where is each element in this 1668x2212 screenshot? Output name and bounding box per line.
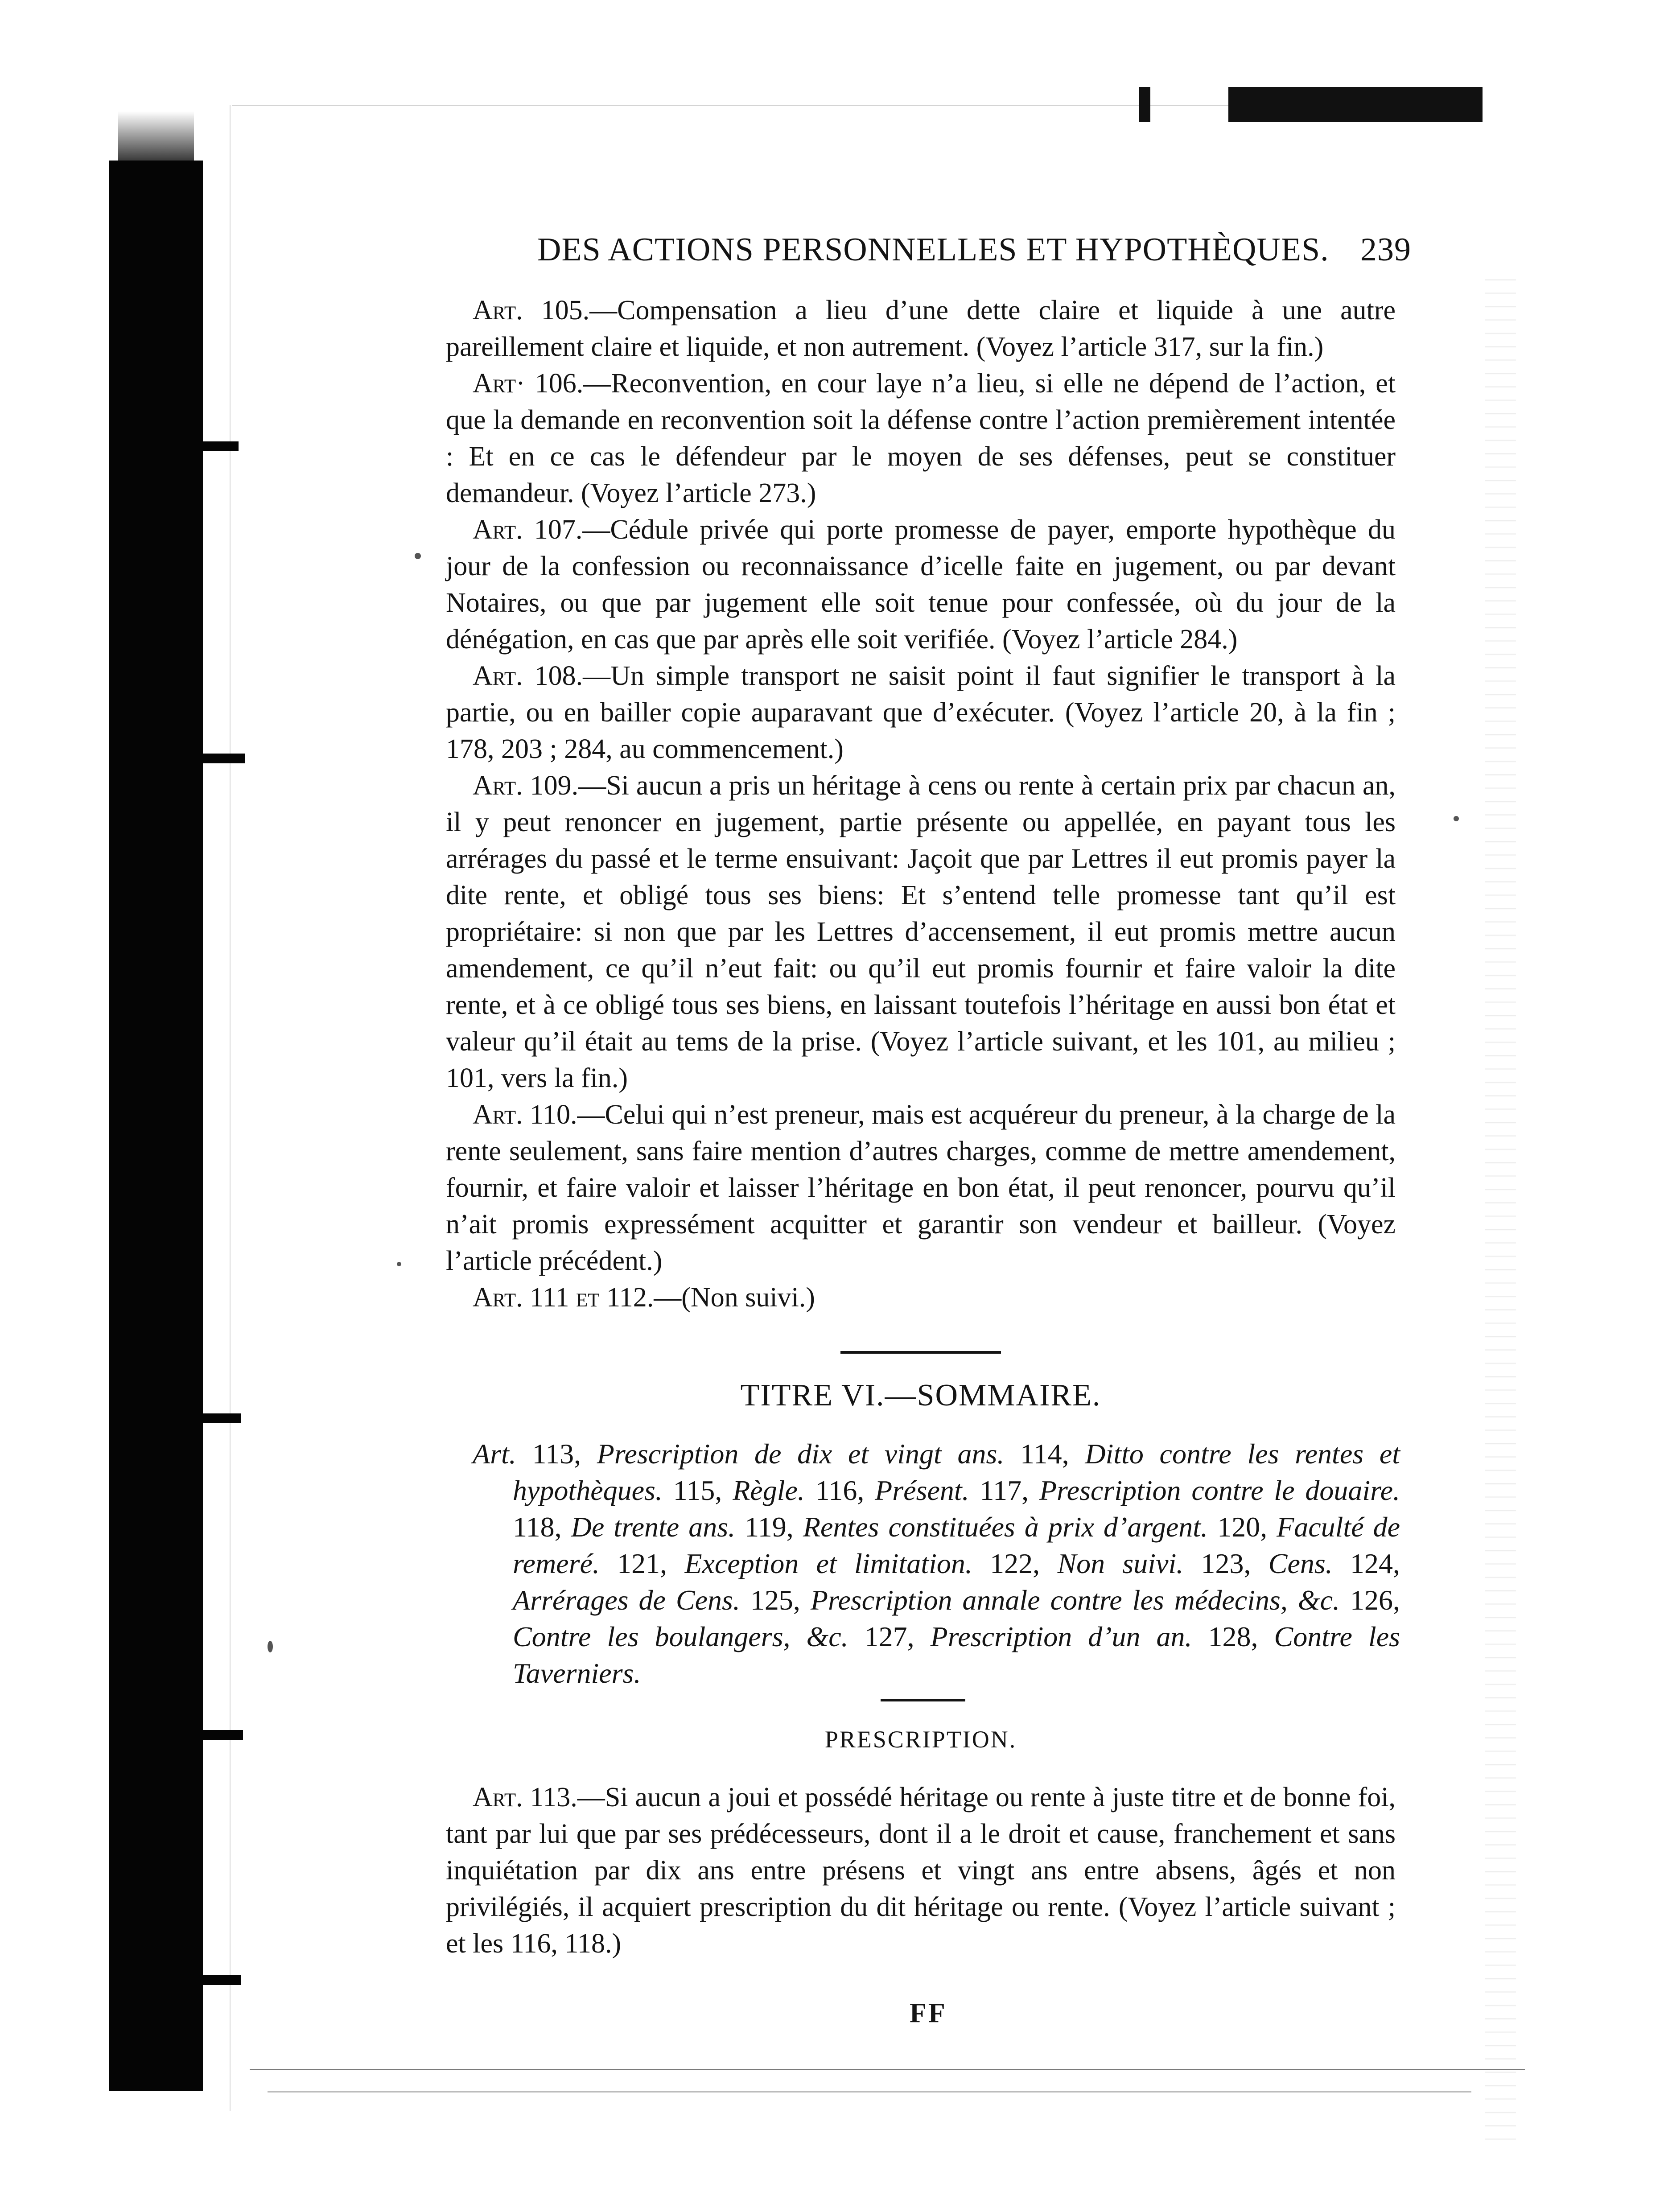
sommaire-roman-run: 120, <box>1208 1511 1277 1543</box>
article-label: Art. 111 et 112. <box>473 1282 654 1313</box>
sommaire-italic-run: Contre les Taverniers. <box>513 1621 1400 1689</box>
scan-speck <box>268 1641 273 1652</box>
sommaire-roman-run: 126, <box>1340 1584 1400 1616</box>
sommaire-roman-run: 118, <box>513 1511 571 1543</box>
sommaire-italic-run: De trente ans. <box>571 1511 736 1543</box>
sommaire-italic-run: Cens. <box>1268 1548 1333 1579</box>
articles-section <box>446 292 1396 1316</box>
scan-speck <box>415 553 421 559</box>
signature-mark: FF <box>910 1998 947 2028</box>
sommaire-roman-run: 114, <box>1004 1438 1085 1470</box>
sommaire-roman-run: 124, <box>1332 1548 1400 1579</box>
article-paragraph <box>446 292 1396 365</box>
binding-notch <box>203 754 245 763</box>
sommaire-roman-run: 127, <box>848 1621 931 1652</box>
article-text: —Celui qui n’est preneur, mais est acquéreur du preneur, à la charge de la rente seulement, sans faire mention d’autres charges, comme de mettre amendement, fournir, et faire valoir et laisser l’héritage en bon état, il peut renoncer, pourvu qu’il n’ait promis expressément acquitter et garantir son vendeur et bailleur. (Voyez l’article précédent.) <box>446 1100 1396 1276</box>
article-paragraph <box>446 511 1396 658</box>
article-text: —Si aucun a joui et possédé héritage ou rente à juste titre et de bonne foi, tant par lui que par ses prédécesseurs, dont il a le droit et cause, franchement et sans inquiétation par dix ans entre présens et vingt ans entre absens, âgés et non privilégiés, il acquiert prescription du dit héritage ou rente. (Voyez l’article suivant ; et les 116, 118.) <box>446 1782 1396 1959</box>
sommaire-italic-run: Faculté de remeré. <box>513 1511 1400 1579</box>
article-text: —Reconvention, en cour laye n’a lieu, si elle ne dépend de l’action, et que la demande en reconvention soit la défense contre l’action premièrement intentée : Et en ce cas le défendeur par le moyen de ses défenses, peut se constituer demandeur. (Voyez l’article 273.) <box>446 368 1396 508</box>
sommaire-italic-run: Art. <box>473 1438 516 1470</box>
sommaire-italic-run: Non suivi. <box>1057 1548 1184 1579</box>
sommaire-roman-run: 113, <box>516 1438 597 1470</box>
article-text: —Compensation a lieu d’une dette claire et liquide à une autre pareillement claire et liquide, et non autrement. (Voyez l’article 317, sur la fin.) <box>446 295 1396 362</box>
sommaire-italic-run: Prescription contre le douaire. <box>1039 1475 1400 1506</box>
sommaire-roman-run: 125, <box>740 1584 811 1616</box>
article-label: Art· 106. <box>473 368 584 399</box>
sommaire-roman-run: 117, <box>969 1475 1039 1506</box>
scan-noise-right <box>1485 268 1516 2140</box>
articles-after-section <box>446 1779 1396 1962</box>
article-label: Art. 107. <box>473 515 583 545</box>
article-paragraph <box>446 767 1396 1096</box>
article-label: Art. 105. <box>473 295 590 325</box>
scan-artifact-bar <box>1228 87 1483 122</box>
page-number: 239 <box>1360 231 1411 268</box>
sommaire-italic-run: Prescription d’un an. <box>930 1621 1192 1652</box>
sommaire-italic-run: Arrérages de Cens. <box>513 1584 740 1616</box>
sommaire-paragraph <box>473 1436 1400 1692</box>
binding-notch <box>203 1975 241 1985</box>
sommaire-italic-run: Règle. <box>733 1475 805 1506</box>
sommaire-roman-run: 122, <box>972 1548 1058 1579</box>
prescription-heading: PRESCRIPTION. <box>824 1726 1017 1753</box>
binding-notch <box>203 441 239 451</box>
sommaire-italic-run: Exception et limitation. <box>684 1548 972 1579</box>
sommaire-italic-run: Présent. <box>875 1475 969 1506</box>
sommaire-italic-run: Rentes constituées à prix d’argent. <box>803 1511 1208 1543</box>
binding-shadow <box>109 161 203 2091</box>
sommaire-roman-run: 128, <box>1192 1621 1274 1652</box>
scan-speck <box>1454 816 1459 821</box>
running-title: DES ACTIONS PERSONNELLES ET HYPOTHÈQUES. <box>537 231 1329 268</box>
article-text: —Cédule privée qui porte promesse de payer, emporte hypothèque du jour de la confession ou reconnaissance d’icelle faite en jugement, ou par devant Notaires, ou que par jugement elle soit tenue pour confessée, où du jour de la dénégation, en cas que par après elle soit verifiée. (Voyez l’article 284.) <box>446 515 1396 655</box>
page-edge-left <box>230 105 231 2111</box>
sommaire-roman-run: 123, <box>1183 1548 1269 1579</box>
sommaire-roman-run: 116, <box>804 1475 875 1506</box>
article-label: Art. 110. <box>473 1100 577 1130</box>
section-rule <box>840 1351 1001 1354</box>
sommaire-italic-run: Ditto contre les rentes et hypothèques. <box>513 1438 1400 1506</box>
article-paragraph <box>446 1779 1396 1962</box>
scan-line-bottom <box>250 2069 1525 2070</box>
article-label: Art. 108. <box>473 661 583 691</box>
scan-artifact-bar <box>1139 87 1150 122</box>
sommaire-roman-run: 115, <box>662 1475 733 1506</box>
article-paragraph <box>446 1279 1396 1316</box>
sommaire-italic-run: Prescription de dix et vingt ans. <box>597 1438 1005 1470</box>
sommaire-italic-run: Contre les boulangers, &c. <box>513 1621 848 1652</box>
article-text: —Si aucun a pris un héritage à cens ou rente à certain prix par chacun an, il y peut renoncer en jugement, partie présente ou appellée, en payant tous les arrérages du passé et le terme ensuivant: Jaçoit que par Lettres il eut promis payer la dite rente, et obligé tous ses biens: Et s’entend telle promesse tant qu’il est propriétaire: si non que par les Lettres d’accensement, il eut promis mettre aucun amendement, ce qu’il n’eut fait: ou qu’il eut promis fournir et faire valoir la dite rente, et à ce obligé tous ses biens, en laissant toutefois l’héritage en aussi bon état et valeur qu’il était au tems de la prise. (Voyez l’article suivant, et les 101, au milieu ; 101, vers la fin.) <box>446 770 1396 1093</box>
article-text: —(Non suivi.) <box>654 1282 815 1313</box>
article-label: Art. 109. <box>473 770 579 801</box>
titre-heading: TITRE VI.—SOMMAIRE. <box>740 1378 1101 1413</box>
scan-speck <box>397 1262 401 1266</box>
sommaire-roman-run: 121, <box>599 1548 685 1579</box>
article-text: —Un simple transport ne saisit point il faut signifier le transport à la partie, ou en bailler copie auparavant que d’exécuter. (Voyez l’article 20, à la fin ; 178, 203 ; 284, au commencement.) <box>446 661 1396 764</box>
section-rule <box>881 1699 965 1701</box>
article-label: Art. 113. <box>473 1782 577 1812</box>
binding-notch <box>203 1413 241 1423</box>
article-paragraph <box>446 658 1396 767</box>
article-paragraph <box>446 1096 1396 1279</box>
sommaire-italic-run: Prescription annale contre les médecins, &c. <box>810 1584 1340 1616</box>
article-paragraph <box>446 365 1396 511</box>
binding-notch <box>203 1730 243 1740</box>
scan-line-bottom <box>268 2091 1471 2093</box>
sommaire-roman-run: 119, <box>735 1511 803 1543</box>
